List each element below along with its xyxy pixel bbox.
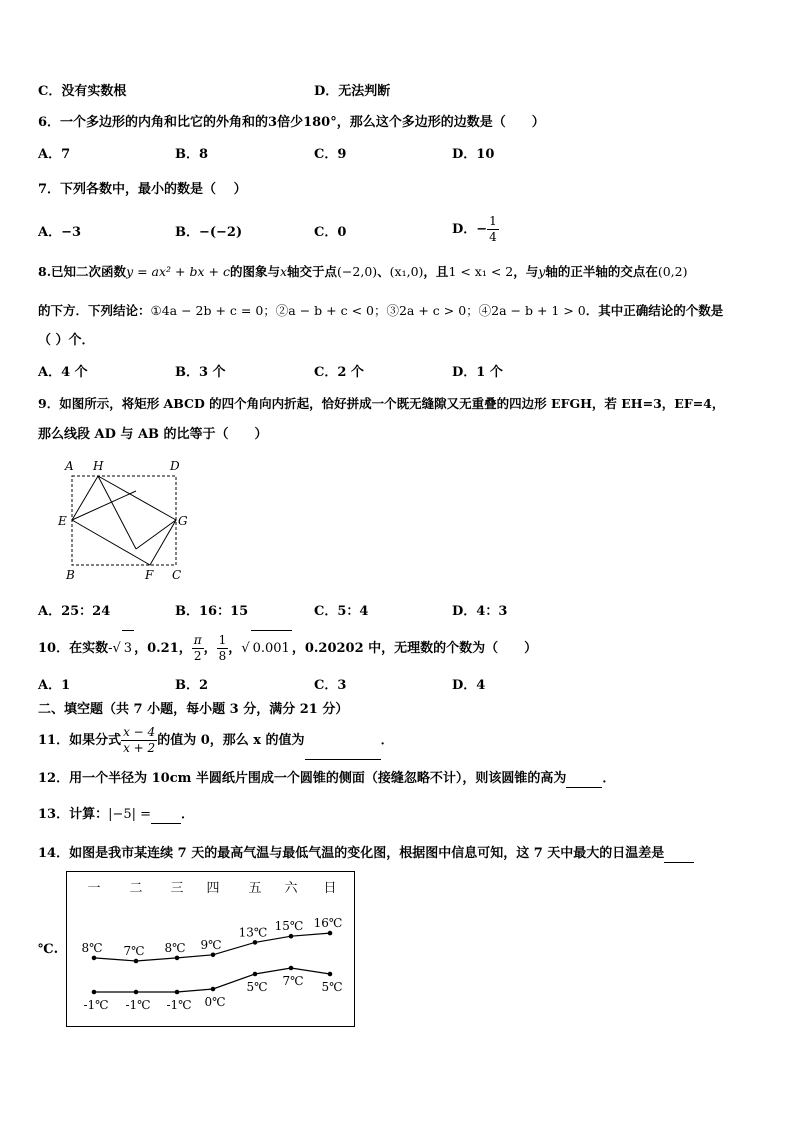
- q11-fraction: $\frac{x - 4}{x + 2}$: [123, 725, 156, 755]
- q8-option-c: C．2 个: [314, 365, 364, 380]
- label-d: D: [170, 459, 180, 473]
- q10-option-c: C．3: [314, 678, 347, 693]
- label-h: H: [93, 459, 104, 473]
- fraction-1-8: $\frac{1}{8}$: [218, 633, 227, 663]
- q13-blank[interactable]: [151, 809, 181, 824]
- q5-option-d: D．无法判断: [314, 84, 391, 99]
- q11-blank[interactable]: [305, 745, 381, 760]
- category-label: 四: [206, 881, 220, 896]
- q9-option-c: C．5：4: [314, 604, 369, 619]
- data-label: 9℃: [200, 937, 222, 952]
- q6-option-c: C．9: [314, 147, 347, 162]
- data-label: 5℃: [321, 980, 343, 994]
- data-label: -1℃: [166, 998, 192, 1012]
- q6-option-b: B．8: [175, 147, 209, 162]
- data-point: [289, 966, 294, 971]
- category-label: 一: [87, 881, 101, 896]
- label-c: C: [172, 568, 182, 582]
- category-label: 六: [284, 881, 298, 896]
- q14-blank[interactable]: [664, 848, 694, 863]
- q9-option-b: B．16：15: [175, 604, 249, 619]
- q8-option-b: B．3 个: [175, 365, 226, 380]
- data-point: [328, 972, 333, 977]
- sqrt-3: 3: [122, 630, 134, 667]
- q8-option-a: A．4 个: [38, 365, 88, 380]
- q9-figure: [52, 455, 202, 587]
- q8-line-2: 的下方．下列结论：①4a − 2b + c = 0；②a − b + c < 0；③2a + c > 0；④2a − b + 1 > 0．其中正确结论的个数是: [38, 303, 724, 318]
- data-label: 8℃: [164, 940, 186, 955]
- data-label: 5℃: [246, 980, 268, 994]
- label-f: F: [145, 568, 154, 582]
- q7-fraction: $\frac{1}{4}$: [489, 214, 497, 244]
- data-label: 8℃: [81, 940, 103, 955]
- category-label: 日: [323, 881, 337, 896]
- data-point: [134, 990, 139, 995]
- data-point: [328, 931, 333, 936]
- data-point: [92, 990, 97, 995]
- rectangle-abcd: [72, 476, 176, 565]
- data-point: [289, 934, 294, 939]
- q7-option-a: A．−3: [38, 225, 82, 240]
- q11-text: 11．如果分式 $\frac{x - 4}{x + 2}$ 的值为 0，那么 x 的值为 ．: [38, 722, 394, 760]
- q10-text: 10．在实数-√ 3 ，0.21， $\frac{\pi}{2}$ ， $\frac{1}{8}$ ，√ 0.001 ，0.20202 中，无理数的个数为（ ）: [38, 630, 537, 667]
- q6-text: 6．一个多边形的内角和比它的外角和的3倍少180°，那么这个多边形的边数是（ ）: [38, 115, 545, 130]
- data-point: [253, 940, 258, 945]
- q7-option-d: D．− $\frac{1}{4}$: [452, 214, 497, 244]
- q6-option-a: A．7: [38, 147, 71, 162]
- fraction-pi-2: $\frac{\pi}{2}$: [193, 633, 202, 663]
- q9-option-d: D．4：3: [452, 604, 508, 619]
- q7-option-b: B．−(−2): [175, 225, 243, 240]
- fold-line-e: [72, 491, 136, 520]
- data-label: -1℃: [83, 998, 109, 1012]
- data-point: [175, 990, 180, 995]
- label-g: G: [178, 514, 188, 528]
- q12-blank[interactable]: [566, 773, 602, 788]
- data-label: 13℃: [238, 925, 268, 940]
- q9-line-2: 那么线段 AD 与 AB 的比等于（ ）: [38, 427, 268, 442]
- q5-option-c: C．没有实数根: [38, 84, 127, 99]
- q8-line-3: （ ）个．: [38, 333, 95, 348]
- data-label: -1℃: [125, 998, 151, 1012]
- category-label: 五: [248, 881, 262, 896]
- data-point: [211, 987, 216, 992]
- category-label: 三: [170, 881, 184, 896]
- q6-option-d: D．10: [452, 147, 495, 162]
- data-point: [253, 972, 258, 977]
- data-label: 16℃: [313, 916, 343, 931]
- q7-text: 7．下列各数中，最小的数是（ ）: [38, 182, 247, 197]
- section-2-heading: 二、填空题（共 7 小题，每小题 3 分，满分 21 分）: [38, 702, 349, 717]
- label-e: E: [58, 514, 67, 528]
- q14-text: 14．如图是我市某连续 7 天的最高气温与最低气温的变化图，根据图中信息可知，这 7 天中最大的日温差是: [38, 845, 694, 863]
- fold-line-g: [136, 520, 176, 549]
- data-label: 7℃: [123, 944, 145, 958]
- sqrt-0001: 0.001: [251, 630, 292, 667]
- data-point: [211, 953, 216, 958]
- q8-option-d: D．1 个: [452, 365, 503, 380]
- q12-text: 12．用一个半径为 10cm 半圆纸片围成一个圆锥的侧面（接缝忽略不计），则该圆锥的高为 ．: [38, 771, 616, 786]
- q7-option-c: C．0: [314, 225, 347, 240]
- data-label: 7℃: [282, 974, 304, 988]
- q13-text: 13．计算：|−5| = ．: [38, 807, 195, 822]
- q14-unit: ℃.: [38, 942, 59, 957]
- label-a: A: [65, 459, 74, 473]
- q10-option-b: B．2: [175, 678, 209, 693]
- q8-line-1: 8.已知二次函数y = ax² + bx + c的图象与x轴交于点(−2,0)、(x₁,0)，且1 < x₁ < 2，与y轴的正半轴的交点在(0,2): [38, 264, 688, 279]
- data-label: 0℃: [204, 995, 226, 1009]
- quad-efgh: [72, 476, 176, 565]
- data-point: [175, 956, 180, 961]
- q9-option-a: A．25：24: [38, 604, 111, 619]
- data-point: [92, 956, 97, 961]
- q9-line-1: 9．如图所示，将矩形 ABCD 的四个角向内折起，恰好拼成一个既无缝隙又无重叠的四边形 EFGH，若 EH=3，EF=4，: [38, 396, 725, 411]
- data-label: 15℃: [274, 919, 304, 934]
- category-label: 二: [129, 881, 143, 896]
- q10-option-d: D．4: [452, 678, 486, 693]
- q10-option-a: A．1: [38, 678, 71, 693]
- label-b: B: [66, 568, 75, 582]
- data-point: [134, 959, 139, 964]
- temperature-chart: [66, 871, 355, 1027]
